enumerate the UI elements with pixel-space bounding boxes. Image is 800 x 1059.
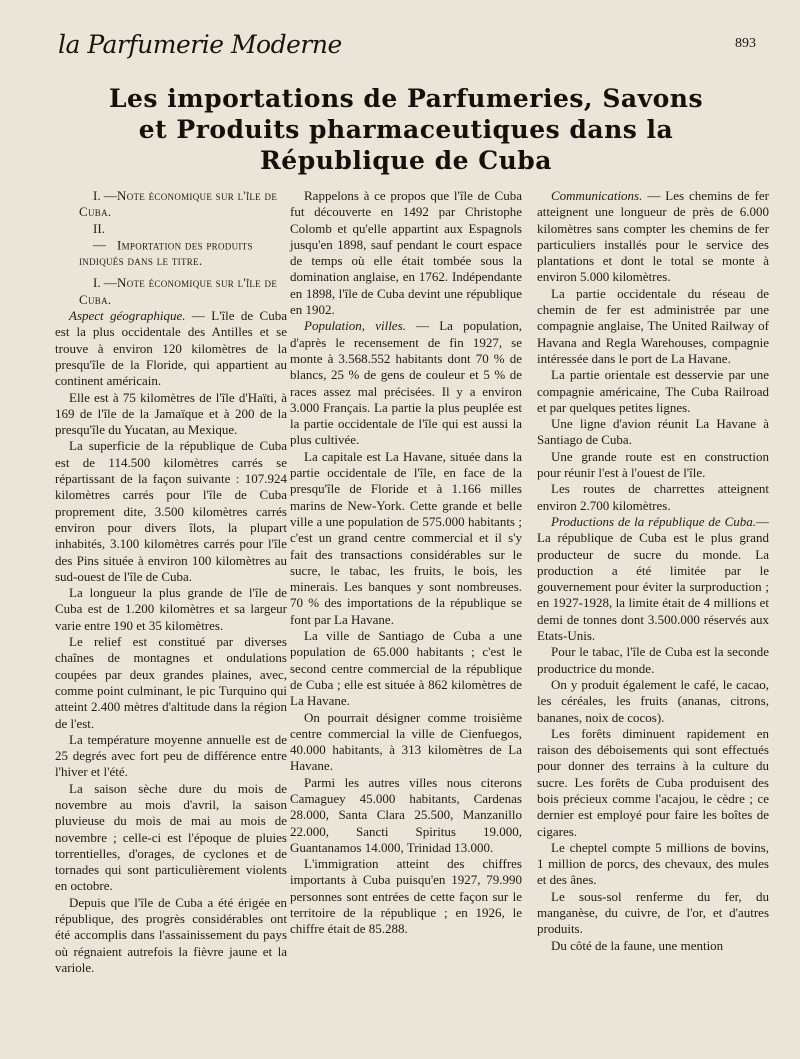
paragraph-lead: Communications. — [551, 188, 643, 203]
paragraph: Depuis que l'île de Cuba a été érigée en république, des progrès considérables ont été accomplis dans l'assainissement du pays où régnaient autrefois la fièvre jaune et la variole. — [55, 894, 287, 975]
paragraph-text: — La république de Cuba est le plus grand producteur de sucre du monde. La production a été limitée par le gouvernement pour éviter la surproduction ; en 1927-1928, la limite était de 4 millions et demi de tonnes dont 3.500.000 réservés aux Etats-Unis. — [537, 513, 769, 644]
paragraph: Une grande route est en construction pour réunir l'est à l'ouest de l'île. — [537, 448, 769, 481]
paragraph: La température moyenne annuelle est de 25 degrés avec fort peu de différence entre l'hiver et l'été. — [55, 731, 287, 780]
paragraph: Une ligne d'avion réunit La Havane à Santiago de Cuba. — [537, 416, 769, 448]
text-column-2 — [290, 188, 522, 938]
paragraph: Le relief est constitué par diverses chaînes de montagnes et ondulations coupées par deux grandes plaines, avec, comme point culminant, le pic Turquino qui atteint 2.400 mètres d'altitude dans la région de l'est. — [55, 634, 287, 731]
paragraph: Elle est à 75 kilomètres de l'île d'Haïti, à 169 de l'île de la Jamaïque et à 200 de la presqu'île du Yucatan, au Mexique. — [55, 389, 287, 438]
toc-number: I. — — [93, 188, 117, 203]
paragraph: La longueur la plus grande de l'île de Cuba est de 1.200 kilomètres et sa largeur varie entre 190 et 35 kilomètres. — [55, 585, 287, 633]
paragraph — [537, 188, 769, 286]
paragraph: La partie occidentale du réseau de chemin de fer est administrée par une compagnie anglaise, The United Railway of Havana and Regla Warehouses, compagnie intéressée dans le port de La Havane. — [537, 285, 769, 366]
paragraph — [55, 308, 287, 389]
paragraph: Les routes de charrettes atteignent environ 2.700 kilomètres. — [537, 481, 769, 513]
title-line-1: Les importations de Parfumeries, Savons — [108, 84, 704, 113]
section-heading — [55, 275, 287, 308]
paragraph: La capitale est La Havane, située dans la partie occidentale de l'île, en face de la presqu'île de Floride et à 1.166 milles marins de New-York. Cette grande et belle ville a une population de 575.000 habitants ; c'est un grand centre commercial et il s'y fait des transactions considérables sur le sucre, le tabac, les fruits, le bois, les minerais. Les banques y sont nombreuses. 70 % des importations de la république se font par La Havane. — [290, 448, 522, 627]
paragraph-text: — Les chemins de fer atteignent une longueur de près de 6.000 kilomètres sans compter les chemins de fer particuliers installés pour le service des plantations et dont le total se monte à environ 5.000 kilomètres. — [537, 188, 769, 285]
paragraph — [290, 318, 522, 448]
paragraph-text: — La population, d'après le recensement de fin 1927, se monte à 3.568.552 habitants dont 70 % de blancs, 25 % de gens de couleur et 5 % de races assez mal précisées. Il y a environ 3.000 Français. La partie la plus peuplée est la partie occidentale de l'île qui est aussi la plus cultivée. — [290, 318, 522, 448]
paragraph: Les forêts diminuent rapidement en raison des déboisements qui sont effectués pour donner des terrains à la culture du sucre. Les forêts de Cuba produisent des bois précieux comme l'acajou, le cèdre ; ce dernier est employé pour faire les boîtes de cigares. — [537, 725, 769, 839]
paragraph: La ville de Santiago de Cuba a une population de 65.000 habitants ; c'est le second centre commercial de la république de Cuba ; elle est située à 862 kilomètres de La Havane. — [290, 628, 522, 709]
toc-number: II. — — [93, 220, 106, 252]
text-column-3 — [537, 188, 769, 954]
text-column-1 — [55, 188, 287, 976]
paragraph: Le cheptel compte 5 millions de bovins, 1 million de porcs, des chevaux, des mules et des ânes. — [537, 839, 769, 888]
paragraph — [537, 514, 769, 644]
section-heading-text: Note économique sur l'île de Cuba. — [79, 275, 278, 307]
paragraph: Le sous-sol renferme du fer, du manganèse, du cuivre, de l'or, et d'autres produits. — [537, 888, 769, 937]
paragraph: On pourrait désigner comme troisième centre commercial la ville de Cienfuegos, 40.000 habitants, à 313 kilomètres de La Havane. — [290, 709, 522, 774]
paragraph: La partie orientale est desservie par une compagnie américaine, The Cuba Railroad et par quelques petites lignes. — [537, 367, 769, 415]
article-title — [60, 83, 752, 176]
paragraph: L'immigration atteint des chiffres importants à Cuba puisqu'en 1927, 79.990 personnes sont entrées de cette façon sur le territoire de la république ; en 1926, le chiffre était de 85.288. — [290, 856, 522, 937]
paragraph-lead: Productions de la république de Cuba. — [551, 513, 756, 529]
toc-text: Importation des produits indiqués dans le titre. — [79, 236, 253, 269]
section-number: I. — — [93, 275, 117, 291]
magazine-masthead: la Parfumerie Moderne — [58, 30, 342, 59]
paragraph: La saison sèche dure du mois de novembre au mois d'avril, la saison pluvieuse du mois de mai au mois de novembre ; celle-ci est l'époque de pluies torrentielles, d'orages, de cyclones et de tornades qui sont particulièrement violents en octobre. — [55, 780, 287, 894]
toc-item — [55, 188, 287, 221]
page-number: 893 — [735, 36, 756, 51]
title-line-3: République de Cuba — [260, 146, 552, 175]
toc-item — [55, 221, 287, 270]
paragraph: Parmi les autres villes nous citerons Camaguey 45.000 habitants, Cardenas 28.000, Santa Clara 25.500, Manzanillo 22.000, Sancti Spiritus 19.000, Guantanamos 14.000, Trinidad 13.000. — [290, 774, 522, 855]
paragraph: Du côté de la faune, une mention — [551, 937, 724, 953]
paragraph-lead: Aspect géographique. — [69, 308, 186, 324]
paragraph: On y produit également le café, le cacao, les céréales, les fruits (ananas, citrons, bananes, noix de cocos). — [537, 676, 769, 725]
title-line-2: et Produits pharmaceutiques dans la — [138, 115, 674, 144]
paragraph-lead: Population, villes. — [304, 318, 406, 334]
toc-text: Note économique sur l'île de Cuba. — [79, 188, 278, 220]
paragraph: La superficie de la république de Cuba est de 114.500 kilomètres carrés se répartissant de la façon suivante : 107.924 kilomètres carrés pour l'île de Cuba proprement dite, 3.500 kilomètres carrés environ pour divers îlots, la plupart inhabités, 3.100 kilomètres carrés pour l'île des Pins située à environ 100 kilomètres au sud-ouest de l'île de Cuba. — [55, 438, 287, 584]
paragraph: Pour le tabac, l'île de Cuba est la seconde productrice du monde. — [537, 644, 769, 676]
paragraph-text: — L'île de Cuba est la plus occidentale des Antilles et se trouve à environ 120 kilomètres de la presqu'île de la Floride, qui appartient au continent américain. — [55, 308, 287, 389]
paragraph: Rappelons à ce propos que l'île de Cuba fut découverte en 1492 par Christophe Colomb et qu'elle appartint aux Espagnols jusqu'en 1898, sauf pendant le court espace de temps où elle était tombée sous la domination anglaise, en 1762. Indépendante en 1898, l'île de Cuba devint une république en 1902. — [290, 188, 522, 318]
